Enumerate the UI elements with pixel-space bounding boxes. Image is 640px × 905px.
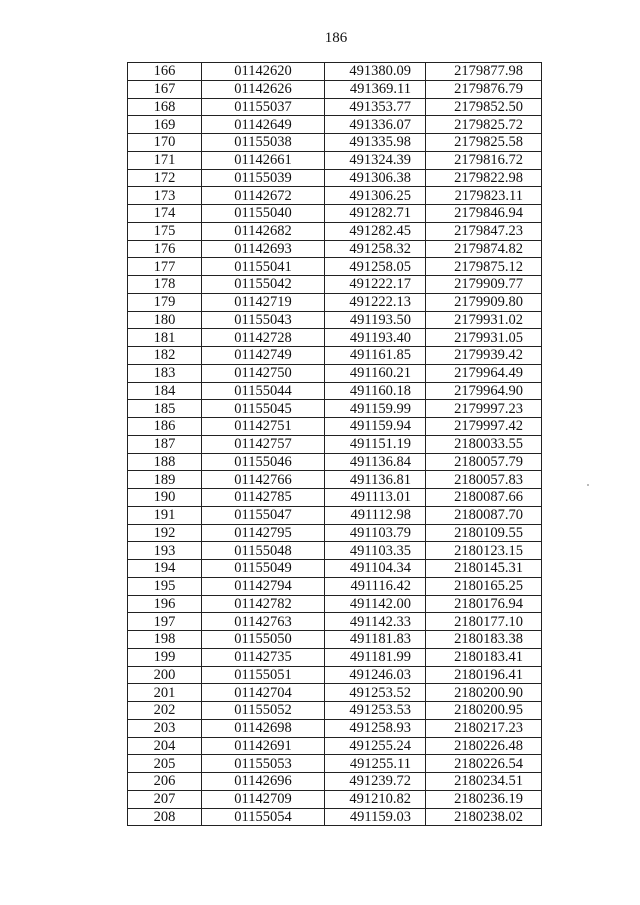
table-row bbox=[128, 489, 542, 507]
point-code-cell: 01142750 bbox=[202, 364, 325, 382]
point-code-cell: 01155052 bbox=[202, 702, 325, 720]
table-row bbox=[128, 187, 542, 205]
table-row bbox=[128, 347, 542, 365]
point-number-cell: 181 bbox=[128, 329, 202, 347]
y-coordinate-cell: 2179875.12 bbox=[426, 258, 542, 276]
table-row bbox=[128, 719, 542, 737]
x-coordinate-cell: 491253.52 bbox=[325, 684, 426, 702]
y-coordinate-cell: 2179931.05 bbox=[426, 329, 542, 347]
table-row bbox=[128, 134, 542, 152]
y-coordinate-cell: 2179852.50 bbox=[426, 98, 542, 116]
table-row bbox=[128, 542, 542, 560]
point-number-cell: 191 bbox=[128, 506, 202, 524]
table-row bbox=[128, 311, 542, 329]
point-number-cell: 184 bbox=[128, 382, 202, 400]
point-number-cell: 187 bbox=[128, 435, 202, 453]
table-row bbox=[128, 80, 542, 98]
point-number-cell: 169 bbox=[128, 116, 202, 134]
point-number-cell: 171 bbox=[128, 151, 202, 169]
table-row bbox=[128, 205, 542, 223]
x-coordinate-cell: 491335.98 bbox=[325, 134, 426, 152]
x-coordinate-cell: 491136.81 bbox=[325, 471, 426, 489]
table-row bbox=[128, 524, 542, 542]
point-code-cell: 01155038 bbox=[202, 134, 325, 152]
x-coordinate-cell: 491142.33 bbox=[325, 613, 426, 631]
point-number-cell: 175 bbox=[128, 222, 202, 240]
table-row bbox=[128, 577, 542, 595]
point-number-cell: 172 bbox=[128, 169, 202, 187]
y-coordinate-cell: 2179825.72 bbox=[426, 116, 542, 134]
x-coordinate-cell: 491210.82 bbox=[325, 790, 426, 808]
point-code-cell: 01155046 bbox=[202, 453, 325, 471]
point-code-cell: 01142620 bbox=[202, 63, 325, 81]
y-coordinate-cell: 2179846.94 bbox=[426, 205, 542, 223]
y-coordinate-cell: 2180087.66 bbox=[426, 489, 542, 507]
point-number-cell: 190 bbox=[128, 489, 202, 507]
y-coordinate-cell: 2179874.82 bbox=[426, 240, 542, 258]
point-code-cell: 01142672 bbox=[202, 187, 325, 205]
point-code-cell: 01142794 bbox=[202, 577, 325, 595]
point-number-cell: 186 bbox=[128, 418, 202, 436]
table-row bbox=[128, 702, 542, 720]
coordinate-table-body bbox=[128, 63, 542, 826]
y-coordinate-cell: 2180123.15 bbox=[426, 542, 542, 560]
x-coordinate-cell: 491142.00 bbox=[325, 595, 426, 613]
point-code-cell: 01142719 bbox=[202, 293, 325, 311]
x-coordinate-cell: 491255.11 bbox=[325, 755, 426, 773]
table-row bbox=[128, 453, 542, 471]
y-coordinate-cell: 2180087.70 bbox=[426, 506, 542, 524]
point-number-cell: 179 bbox=[128, 293, 202, 311]
x-coordinate-cell: 491193.50 bbox=[325, 311, 426, 329]
point-code-cell: 01142682 bbox=[202, 222, 325, 240]
point-code-cell: 01142751 bbox=[202, 418, 325, 436]
y-coordinate-cell: 2179822.98 bbox=[426, 169, 542, 187]
table-row bbox=[128, 435, 542, 453]
y-coordinate-cell: 2180109.55 bbox=[426, 524, 542, 542]
y-coordinate-cell: 2180196.41 bbox=[426, 666, 542, 684]
table-row bbox=[128, 418, 542, 436]
point-number-cell: 196 bbox=[128, 595, 202, 613]
x-coordinate-cell: 491306.38 bbox=[325, 169, 426, 187]
x-coordinate-cell: 491151.19 bbox=[325, 435, 426, 453]
x-coordinate-cell: 491104.34 bbox=[325, 560, 426, 578]
table-row bbox=[128, 293, 542, 311]
point-code-cell: 01155041 bbox=[202, 258, 325, 276]
table-row bbox=[128, 382, 542, 400]
table-row bbox=[128, 240, 542, 258]
x-coordinate-cell: 491258.05 bbox=[325, 258, 426, 276]
y-coordinate-cell: 2179847.23 bbox=[426, 222, 542, 240]
table-row bbox=[128, 471, 542, 489]
table-row bbox=[128, 222, 542, 240]
table-row bbox=[128, 737, 542, 755]
x-coordinate-cell: 491222.17 bbox=[325, 276, 426, 294]
x-coordinate-cell: 491160.21 bbox=[325, 364, 426, 382]
y-coordinate-cell: 2180033.55 bbox=[426, 435, 542, 453]
x-coordinate-cell: 491160.18 bbox=[325, 382, 426, 400]
point-number-cell: 189 bbox=[128, 471, 202, 489]
x-coordinate-cell: 491282.45 bbox=[325, 222, 426, 240]
table-row bbox=[128, 790, 542, 808]
x-coordinate-cell: 491193.40 bbox=[325, 329, 426, 347]
y-coordinate-cell: 2180176.94 bbox=[426, 595, 542, 613]
point-number-cell: 198 bbox=[128, 631, 202, 649]
y-coordinate-cell: 2179997.23 bbox=[426, 400, 542, 418]
point-code-cell: 01142785 bbox=[202, 489, 325, 507]
y-coordinate-cell: 2179876.79 bbox=[426, 80, 542, 98]
point-code-cell: 01142649 bbox=[202, 116, 325, 134]
point-number-cell: 177 bbox=[128, 258, 202, 276]
x-coordinate-cell: 491239.72 bbox=[325, 773, 426, 791]
x-coordinate-cell: 491282.71 bbox=[325, 205, 426, 223]
point-code-cell: 01155039 bbox=[202, 169, 325, 187]
point-code-cell: 01155045 bbox=[202, 400, 325, 418]
x-coordinate-cell: 491353.77 bbox=[325, 98, 426, 116]
point-code-cell: 01155043 bbox=[202, 311, 325, 329]
y-coordinate-cell: 2179816.72 bbox=[426, 151, 542, 169]
point-number-cell: 178 bbox=[128, 276, 202, 294]
point-code-cell: 01142749 bbox=[202, 347, 325, 365]
point-number-cell: 188 bbox=[128, 453, 202, 471]
point-code-cell: 01142757 bbox=[202, 435, 325, 453]
point-number-cell: 193 bbox=[128, 542, 202, 560]
point-code-cell: 01155044 bbox=[202, 382, 325, 400]
x-coordinate-cell: 491161.85 bbox=[325, 347, 426, 365]
point-number-cell: 201 bbox=[128, 684, 202, 702]
point-code-cell: 01155040 bbox=[202, 205, 325, 223]
y-coordinate-cell: 2180226.54 bbox=[426, 755, 542, 773]
point-code-cell: 01142661 bbox=[202, 151, 325, 169]
y-coordinate-cell: 2179823.11 bbox=[426, 187, 542, 205]
point-code-cell: 01142626 bbox=[202, 80, 325, 98]
y-coordinate-cell: 2180236.19 bbox=[426, 790, 542, 808]
point-code-cell: 01155053 bbox=[202, 755, 325, 773]
x-coordinate-cell: 491103.79 bbox=[325, 524, 426, 542]
point-number-cell: 170 bbox=[128, 134, 202, 152]
x-coordinate-cell: 491324.39 bbox=[325, 151, 426, 169]
point-code-cell: 01155049 bbox=[202, 560, 325, 578]
table-row bbox=[128, 364, 542, 382]
point-number-cell: 167 bbox=[128, 80, 202, 98]
point-number-cell: 208 bbox=[128, 808, 202, 826]
x-coordinate-cell: 491181.99 bbox=[325, 648, 426, 666]
table-row bbox=[128, 773, 542, 791]
point-number-cell: 192 bbox=[128, 524, 202, 542]
point-number-cell: 185 bbox=[128, 400, 202, 418]
point-number-cell: 180 bbox=[128, 311, 202, 329]
y-coordinate-cell: 2180165.25 bbox=[426, 577, 542, 595]
table-row bbox=[128, 613, 542, 631]
point-code-cell: 01142696 bbox=[202, 773, 325, 791]
point-number-cell: 173 bbox=[128, 187, 202, 205]
x-coordinate-cell: 491116.42 bbox=[325, 577, 426, 595]
x-coordinate-cell: 491159.94 bbox=[325, 418, 426, 436]
table-row bbox=[128, 684, 542, 702]
x-coordinate-cell: 491380.09 bbox=[325, 63, 426, 81]
x-coordinate-cell: 491369.11 bbox=[325, 80, 426, 98]
point-number-cell: 203 bbox=[128, 719, 202, 737]
point-number-cell: 197 bbox=[128, 613, 202, 631]
table-row bbox=[128, 631, 542, 649]
table-row bbox=[128, 666, 542, 684]
point-code-cell: 01142735 bbox=[202, 648, 325, 666]
point-code-cell: 01142763 bbox=[202, 613, 325, 631]
point-number-cell: 205 bbox=[128, 755, 202, 773]
point-number-cell: 174 bbox=[128, 205, 202, 223]
point-number-cell: 168 bbox=[128, 98, 202, 116]
y-coordinate-cell: 2179964.49 bbox=[426, 364, 542, 382]
point-number-cell: 200 bbox=[128, 666, 202, 684]
margin-mark bbox=[587, 484, 589, 486]
x-coordinate-cell: 491255.24 bbox=[325, 737, 426, 755]
point-code-cell: 01142691 bbox=[202, 737, 325, 755]
table-row bbox=[128, 648, 542, 666]
point-code-cell: 01155054 bbox=[202, 808, 325, 826]
y-coordinate-cell: 2180234.51 bbox=[426, 773, 542, 791]
point-code-cell: 01155048 bbox=[202, 542, 325, 560]
y-coordinate-cell: 2180238.02 bbox=[426, 808, 542, 826]
point-code-cell: 01142709 bbox=[202, 790, 325, 808]
point-number-cell: 194 bbox=[128, 560, 202, 578]
table-row bbox=[128, 755, 542, 773]
y-coordinate-cell: 2179909.80 bbox=[426, 293, 542, 311]
table-row bbox=[128, 258, 542, 276]
table-row bbox=[128, 63, 542, 81]
point-code-cell: 01142693 bbox=[202, 240, 325, 258]
x-coordinate-cell: 491222.13 bbox=[325, 293, 426, 311]
point-number-cell: 176 bbox=[128, 240, 202, 258]
table-row bbox=[128, 400, 542, 418]
y-coordinate-cell: 2180057.83 bbox=[426, 471, 542, 489]
x-coordinate-cell: 491181.83 bbox=[325, 631, 426, 649]
point-number-cell: 207 bbox=[128, 790, 202, 808]
table-row bbox=[128, 98, 542, 116]
y-coordinate-cell: 2180177.10 bbox=[426, 613, 542, 631]
y-coordinate-cell: 2180200.95 bbox=[426, 702, 542, 720]
x-coordinate-cell: 491112.98 bbox=[325, 506, 426, 524]
point-code-cell: 01142728 bbox=[202, 329, 325, 347]
x-coordinate-cell: 491159.99 bbox=[325, 400, 426, 418]
y-coordinate-cell: 2180057.79 bbox=[426, 453, 542, 471]
y-coordinate-cell: 2179931.02 bbox=[426, 311, 542, 329]
point-code-cell: 01155047 bbox=[202, 506, 325, 524]
y-coordinate-cell: 2179964.90 bbox=[426, 382, 542, 400]
x-coordinate-cell: 491258.93 bbox=[325, 719, 426, 737]
y-coordinate-cell: 2180226.48 bbox=[426, 737, 542, 755]
table-row bbox=[128, 560, 542, 578]
point-number-cell: 183 bbox=[128, 364, 202, 382]
y-coordinate-cell: 2180200.90 bbox=[426, 684, 542, 702]
table-row bbox=[128, 595, 542, 613]
table-row bbox=[128, 116, 542, 134]
y-coordinate-cell: 2180145.31 bbox=[426, 560, 542, 578]
coordinate-table bbox=[127, 62, 542, 826]
x-coordinate-cell: 491258.32 bbox=[325, 240, 426, 258]
x-coordinate-cell: 491253.53 bbox=[325, 702, 426, 720]
point-code-cell: 01142795 bbox=[202, 524, 325, 542]
table-row bbox=[128, 169, 542, 187]
y-coordinate-cell: 2180183.38 bbox=[426, 631, 542, 649]
point-number-cell: 166 bbox=[128, 63, 202, 81]
point-number-cell: 206 bbox=[128, 773, 202, 791]
table-row bbox=[128, 808, 542, 826]
point-code-cell: 01142698 bbox=[202, 719, 325, 737]
point-code-cell: 01142782 bbox=[202, 595, 325, 613]
point-number-cell: 182 bbox=[128, 347, 202, 365]
point-number-cell: 199 bbox=[128, 648, 202, 666]
x-coordinate-cell: 491246.03 bbox=[325, 666, 426, 684]
x-coordinate-cell: 491113.01 bbox=[325, 489, 426, 507]
y-coordinate-cell: 2179997.42 bbox=[426, 418, 542, 436]
y-coordinate-cell: 2179939.42 bbox=[426, 347, 542, 365]
x-coordinate-cell: 491159.03 bbox=[325, 808, 426, 826]
point-number-cell: 202 bbox=[128, 702, 202, 720]
y-coordinate-cell: 2179877.98 bbox=[426, 63, 542, 81]
x-coordinate-cell: 491136.84 bbox=[325, 453, 426, 471]
y-coordinate-cell: 2180217.23 bbox=[426, 719, 542, 737]
table-row bbox=[128, 506, 542, 524]
y-coordinate-cell: 2180183.41 bbox=[426, 648, 542, 666]
point-code-cell: 01155050 bbox=[202, 631, 325, 649]
table-row bbox=[128, 151, 542, 169]
x-coordinate-cell: 491103.35 bbox=[325, 542, 426, 560]
y-coordinate-cell: 2179909.77 bbox=[426, 276, 542, 294]
x-coordinate-cell: 491336.07 bbox=[325, 116, 426, 134]
page-number: 186 bbox=[324, 30, 348, 46]
table-row bbox=[128, 329, 542, 347]
table-row bbox=[128, 276, 542, 294]
point-number-cell: 195 bbox=[128, 577, 202, 595]
point-code-cell: 01142704 bbox=[202, 684, 325, 702]
point-code-cell: 01155042 bbox=[202, 276, 325, 294]
point-code-cell: 01142766 bbox=[202, 471, 325, 489]
x-coordinate-cell: 491306.25 bbox=[325, 187, 426, 205]
point-code-cell: 01155037 bbox=[202, 98, 325, 116]
point-code-cell: 01155051 bbox=[202, 666, 325, 684]
point-number-cell: 204 bbox=[128, 737, 202, 755]
y-coordinate-cell: 2179825.58 bbox=[426, 134, 542, 152]
